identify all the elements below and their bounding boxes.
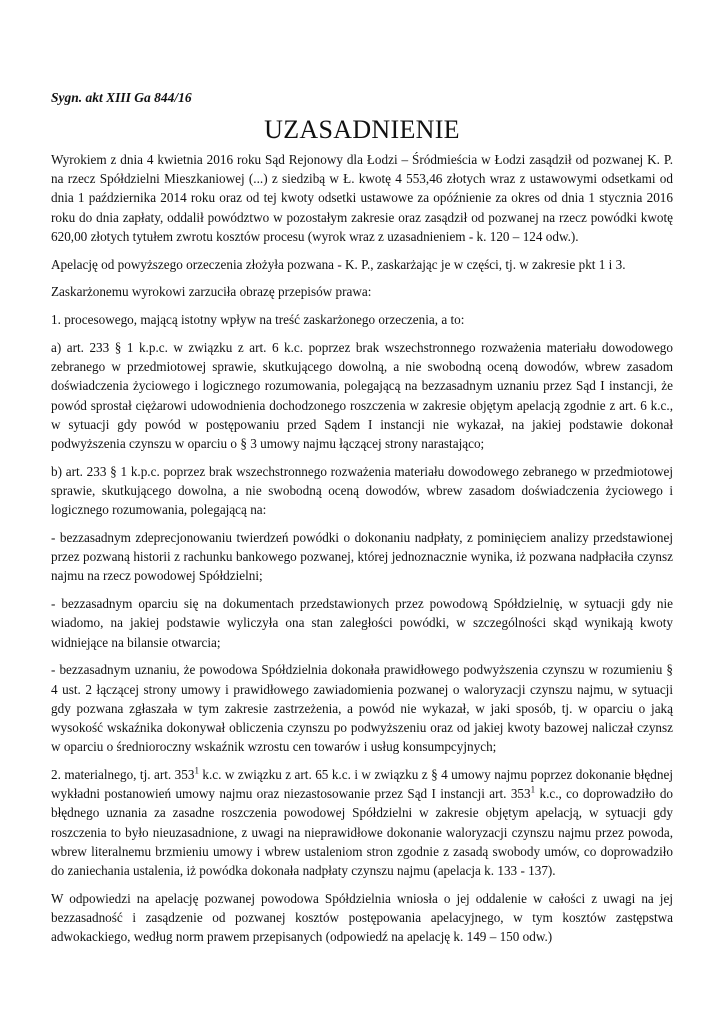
paragraph-procedural-intro: 1. procesowego, mającą istotny wpływ na treść zaskarżonego orzeczenia, a to:: [51, 312, 465, 328]
paragraph-charges-intro: Zaskarżonemu wyrokowi zarzuciła obrazę przepisów prawa:: [51, 284, 372, 300]
document-title: UZASADNIENIE: [264, 115, 460, 144]
document-page: [51, 88, 673, 955]
paragraph-charge-b-overpayment: - bezzasadnym zdeprecjonowaniu twierdzeń powódki o dokonaniu nadpłaty, z pominięciem analizy przedstawionej przez pozwaną historii z rachunku bankowego pozwanej, której jednoznacznie wynika, iż pozwana nadpłaciła czynsz najmu na rzecz powodowej Spółdzielni;: [51, 530, 673, 584]
material-text-part2: k.c. w związku z art. 65 k.c. i w związku z § 4 umowy najmu poprzez dokonanie błędnej wykładni postanowień umowy najmu oraz niezastosowanie przez Sąd I instancji art. 353: [51, 767, 673, 802]
superscript-2: 1: [530, 784, 536, 795]
paragraph-charge-b: b) art. 233 § 1 k.p.c. poprzez brak wszechstronnego rozważenia materiału dowodowego zebranego w przedmiotowej sprawie, skutkującego dowolna, a nie swobodną oceną dowodów, wbrew zasadom doświadczenia życiowego i logicznego rozumowania, polegającą na:: [51, 463, 673, 518]
paragraph-charge-b-rent-increase: - bezzasadnym uznaniu, że powodowa Spółdzielnia dokonała prawidłowego podwyższenia czynszu w rozumieniu § 4 ust. 2 łączącej strony umowy i prawidłowego zawiadomienia pozwanej o waloryzacji czynszu najmu, w sytuacji gdy pozwana zgłaszała w tym zakresie zastrzeżenia, a powód nie wykazał, w jaki sposób, tj. w oparciu o jaką wysokość wskaźnika dokonywał obliczenia czynszu po podwyższeniu oraz od jakiej kwoty bazowej naliczał czynsz w oparciu o średnioroczny wskaźnik wzrostu cen towarów i usług konsumpcyjnych;: [51, 662, 673, 755]
paragraph-appeal: Apelację od powyższego orzeczenia złożyła pozwana - K. P., zaskarżając je w części, tj. w zakresie pkt 1 i 3.: [51, 256, 626, 272]
material-text-part1: 2. materialnego, tj. art. 353: [51, 767, 195, 783]
superscript-1: 1: [194, 765, 199, 776]
paragraph-charge-b-documents: - bezzasadnym oparciu się na dokumentach przedstawionych przez powodową Spółdzielnię, w sytuacji gdy nie wiadomo, na jakiej podstawie wyliczyła ona stan zaległości powódki, w szczególności skąd wynikają kwoty widniejące na bilansie otwarcia;: [51, 596, 673, 650]
material-text-part3: k.c., co doprowadziło do błędnego uznania za zasadne roszczenia powodowej Spółdzielni w zakresie objętym apelacją, w sytuacji gdy roszczenia to było nieuzasadnione, z uwagi na nieprawidłowe dokonanie waloryzacji czynszu najmu przez powoda, wbrew literalnemu brzmieniu umowy i wbrew ustaleniom stron zgodnie z zasadą swobody umów, co doprowadziło do zaniechania ustalenia, iż powódka dokonała nadpłaty czynszu najmu (apelacja k. 133 - 137).: [51, 786, 674, 879]
paragraph-material-law: [51, 765, 673, 880]
paragraph-response: W odpowiedzi na apelację pozwanej powodowa Spółdzielnia wniosła o jej oddalenie w całości z uwagi na jej bezzasadność i zasądzenie od pozwanej kosztów postępowania apelacyjnego, w tym kosztów zastępstwa adwokackiego, według norm prawem przepisanych (odpowiedź na apelację k. 149 – 150 odw.): [51, 890, 673, 945]
paragraph-judgment: Wyrokiem z dnia 4 kwietnia 2016 roku Sąd Rejonowy dla Łodzi – Śródmieścia w Łodzi zasądził od pozwanej K. P. na rzecz Spółdzielni Mieszkaniowej (...) z siedzibą w Ł. kwotę 4 553,46 złotych wraz z ustawowymi odsetkami od dnia 1 października 2014 roku oraz od tej kwoty odsetki ustawowe za opóźnienie za okres od dnia 1 stycznia 2016 roku do dnia zapłaty, oddalił powództwo w pozostałym zakresie oraz zasądził od pozwanej na rzecz powódki kwotę 620,00 złotych tytułem zwrotu kosztów procesu (wyrok wraz z uzasadnieniem - k. 120 – 124 odw.).: [51, 152, 673, 244]
case-number: Sygn. akt XIII Ga 844/16: [51, 90, 192, 105]
paragraph-charge-a: a) art. 233 § 1 k.p.c. w związku z art. 6 k.c. poprzez brak wszechstronnego rozważenia materiału dowodowego zebranego w przedmiotowej sprawie, skutkującego dowolną, a nie swobodną oceną dowodów, wbrew zasadom doświadczenia życiowego i logicznego rozumowania, polegającą na bezzasadnym uznaniu przez Sąd I instancji, że powód sprostał ciężarowi udowodnienia dochodzonego roszczenia w zakresie objętym apelacją zgodnie z art. 6 k.c., w sytuacji gdy powód w postępowaniu przed Sądem I instancji nie wykazał, na jakiej podstawie dokonał podwyższenia czynszu w oparciu o § 3 umowy najmu łączącej strony narastająco;: [51, 340, 673, 452]
